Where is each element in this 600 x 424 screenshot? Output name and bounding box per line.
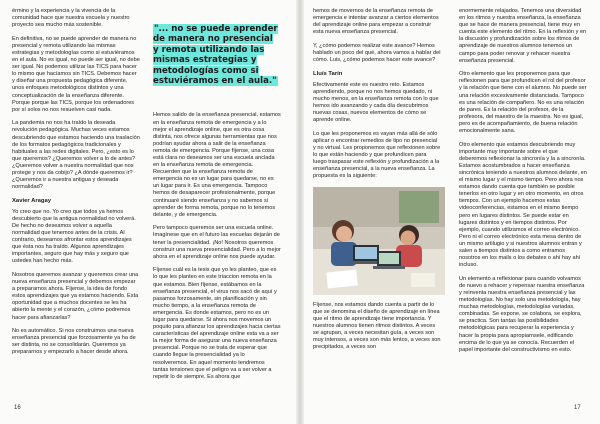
speaker-heading: Xavier Aragay (12, 197, 52, 204)
page-gutter (296, 0, 304, 424)
column-4 (459, 8, 587, 360)
column-2 (153, 8, 281, 387)
paragraph: hemos de movernos de la enseñanza remota de emergencia e intentar avanzar a ciertos elementos del aprendizaje online para empezar a construir esta nueva enseñanza presencial. (313, 8, 439, 36)
paragraph: Yo creo que no. Yo creo que todos ya hemos descubierto que la antigua normalidad no volverá. De hecho no deseamos volver a aquella normalidad que tenemos antes de la crisis. Al contrario, deseamos afrontar estos aprendizajes que ésta nos ha traído. Algunos aprendizajes importantes, seguro que hay más y seguro que ustedes han hecho más. (12, 208, 136, 265)
paragraph: érmino y la experiencia y la vivencia de la comunidad hace que nuestra escuela y nuestro proyecto sea mucho más sostenible. (12, 8, 130, 29)
paragraph: La pandemia no nos ha traído la deseada revolución pedagógica. Muchas veces estamos descubriendo que estamos haciendo una traslación de los formatos pedagógicos tradicionales y habituales a las redes digitales. Pero, ¿esto es lo que queremos? ¿Queremos volver a lo de antes? ¿Queremos volver a nuestra normalidad que nos protege y nos da cobijo? ¿A dónde queremos ir? ¿Queremos ir a nuestra antigua y deseada normalidad? (12, 120, 140, 191)
paragraph: No es automático. Si nos construimos una nueva enseñanza presencial que forzosamente ya ha de ser distinta, no se consolidarán. Queremos ya prepararnos y empezarlo a hacer desde ahora. (12, 328, 136, 356)
paragraph: Pero tampoco queremos ser una escuela online. Imagínese que en el futuro las escuelas dejarán de tener la presencialidad. ¡No! Nosotros queremos construir una nueva presencialidad. Pero a lo mejor ahora en el aprendizaje online nos puede ayudar. (153, 225, 281, 260)
column-3 (313, 8, 441, 358)
pull-quote-text: "... no se puede aprender de manera no presencial y remota utilizando las mismas estrategias y metodologías como si estuviéramos en el aula." (153, 24, 278, 87)
classroom-photo (313, 187, 445, 295)
paragraph: Y, ¿cómo podemos realizar este avance? Hemos hablado un poco del qué, ahora vamos a hablar del cómo. Luis, ¿cómo podemos hacer este avance? (313, 42, 441, 64)
paragraph: Un elemento a reflexionar para cuando volvamos de nuevo a rehacer y repensar nuestra enseñanza y reinventa nuestra enseñanza presencial y las metodologías. No hay solo una metodología, hay muchas metodologías, metodologías variadas, combinadas. Se expone, se colabora, se explora, se practica. Son tantas las posibilidades metodológicas para recuperar la experiencia y hacer la propia para apropiarnsele, edificando encima de lo que ya se conocía. Recuerden el papel importante del constructivismo en esto. (459, 275, 585, 353)
speaker-heading: Lluís Tarín (313, 70, 343, 77)
paragraph: Hemos salido de la enseñanza presencial, estamos en la enseñanza remota de emergencia y a lo mejor el aprendizaje online, que es otra cosa distinta, nos ofrece algunas herramientas que nos podrían ayudar ahora a salir de la enseñanza remota de emergencia. Porque fíjense, una cosa está clara no deseamos ser una escuela anclada en la enseñanza remota de emergencia. Recuerden que la enseñanza remota de emergencia no es un lugar para quedarse, no es un lugar para ir. Es una emergencia. Tampoco hemos de desaparecer profesionalmente, porque continuaré siendo enseñanza y no sabemos si aprender de forma remota, porque no lo tenemos delante, y de emergencia. (153, 112, 281, 218)
column-1 (12, 8, 140, 363)
page-number-right: 17 (574, 405, 581, 411)
paragraph: Efectivamente este es nuestro reto. Estamos aprendiendo, porque no nos hemos quedado, ni mucho menos, en la enseñanza remota con lo que hemos ido avanzando y cada día descubrimos nuevas cosas, nuevos elementos de cómo se aprende online. (313, 81, 439, 124)
paragraph: Nosotros queremos avanzar y queremos crear una nueva enseñanza presencial y debemos empezar a prepararnos ahora. Fíjense, la idea de fondo estos aprendizajes que ya estamos haciendo. Esta oportunidad que a muchos docentes se les ha abierto la mente y el corazón, ¿cómo podremos hacer para afianzarlas? (12, 272, 139, 321)
paragraph: Fíjense cuál es la tesis que yo les planteo, que es lo que les planteo en este triaccion remota en la que estamos. Bien fíjense, estábamos en la enseñanza presencial, el virus nos sacó de aquí y pasamos forzosamente, sin planificación y sin mucho tiempo, a la enseñanza remota de emergencia. Es donde estamos, pero no es un lugar para quedarse. Si ahora nos movemos un poquito para afianzar los aprendizajes hacia ciertas características del aprendizaje online esta va a ser la mejor forma de asegurar una nueva enseñanza presencial. Porque no se trata de esperar que cuando llegue la presencialidad ya lo resolveremos. En aquel momento tendremos tantas tensiones que el peligro va a ser volver a repetir lo de siempre. Es ahora que (153, 267, 281, 380)
paragraph: Fíjense, nos estamos dando cuenta a partir de lo que se denomina el diseño de aprendizaje en línea que el ritmo de aprendizaje tiene importancia. Y nuestros alumnos tienen ritmos distintos. A veces se agrupan, a veces necesitan guía, a veces son muy intensos, a veces son más lentos, a veces son precipitados, a veces son (313, 301, 441, 351)
paragraph: Otro elemento que estamos descubriendo muy importante muy importante sobre el que deberemos reflexionar la sincronía y la a sincronía. Estamos acostumbrados a hacer enseñanza sincrónica teniendo a nuestros alumnos delante, en el mismo lugar y el mismo tiempo. Pero ahora nos estamos dando cuenta que también se posible tenerlos en otro lugar y en otro momento, en otros tiempos. Con un ejemplo hacemos estas videoconferencias, estamos en el mismo tiempo pero en lugares distintos. Se puede estar en lugares distintos y en tiempos distintos. Por ejemplo, cuando utilizamos el correo electrónico. Pero ni el correo electrónico esta mesa dentro de un mismo artilugio y si nuestros alumnos entran y salen a tiempos distintos a como entramos nosotros en los mails o los debates o ahí hay ahí incluso. (459, 141, 587, 269)
paragraph: Lo que les proponemos es vayan más allá de sólo aplicar o encontrar remedios de tipo no presencial y no virtual. Les proponemos que reflexionen sobre lo que están haciendo y que profundicen para luego traspasar este reflexión y profundización a la enseñanza presencial, a la nueva enseñanza. La propuesta es la siguiente: (313, 130, 441, 180)
pull-quote (153, 24, 281, 86)
paragraph: Otro elemento que les proponemos para que reflexionen para que profundicen el rol del profesor y la relación que tiene con el alumno. No puede ser una relación excesivamente distanciada. Tampoco es una relación de compañero. No es una relación de pares. Es la relación del profesor, de la profesora, del maestro de la maestra. No es igual, pero es de acompañamiento, de buena relación emocionalmente sana. (459, 71, 587, 134)
paragraph: enormemente relajados. Tenemos una diversidad en los ritmos y nuestra enseñanza, la enseñanza que se hace de manera presencial, tiene muy en cuenta este elemento del ritmo. En la reflexión y en la discusión y profundización sobre los ritmos de aprendizaje de nuestros alumnos tenemos un campo para poder renovar y rehacer nuestra enseñanza presencial. (459, 8, 587, 64)
page-number-left: 16 (14, 405, 21, 411)
paragraph: En definitiva, no se puede aprender de manera no presencial y remota utilizando las mismas estrategias y metodologías como si estuviéramos en el aula. No es igual, no puede ser igual, no debe ser igual. No podemos utilizar las TICS para hacer lo mismo que hacíamos sin TICS. Debemos hacer y diseñar una propuesta pedagógica diferente, unos enfoques metodológicos distintos y una conceptualización de la enseñanza diferente. Porque porque las TICS, porque los ordenadores por sí solos no nos resuelven casi nada. (12, 35, 140, 113)
classroom-photo-image (313, 187, 445, 295)
